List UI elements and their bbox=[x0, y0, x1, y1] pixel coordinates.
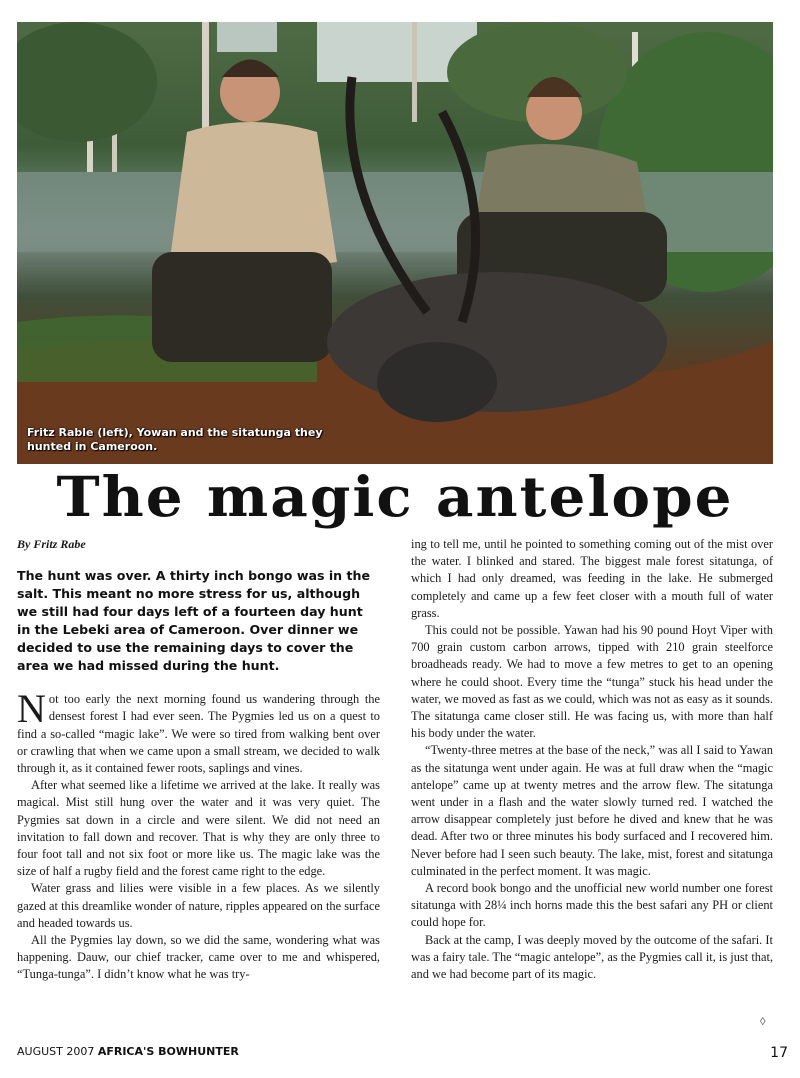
byline: By Fritz Rabe bbox=[17, 537, 86, 551]
page-footer bbox=[17, 1045, 239, 1058]
hunting-scene-illustration bbox=[17, 22, 773, 464]
body-paragraph: A record book bongo and the unofficial new world number one forest sitatunga with 28¼ inch horns made this the best safari any PH or client could hope for. bbox=[411, 881, 773, 930]
body-paragraph bbox=[17, 686, 380, 777]
photo-caption: Fritz Rable (left), Yowan and the sitatunga they hunted in Cameroon. bbox=[27, 426, 323, 453]
body-paragraph: All the Pygmies lay down, so we did the same, wondering what was happening. Dauw, our chief tracker, came over to me and whispered, “Tunga-tunga”. I didn’t know what he was try- bbox=[17, 933, 380, 982]
body-paragraph: “Twenty-three metres at the base of the neck,” was all I said to Yawan as the sitatunga went under again. He was at full draw when the “magic antelope” came up at twenty metres and the arrow flew. The sitatunga went under in a flash and the water slowly turned red. I watched the arrow disappear completely just before he dived and knew that he was dead. After two or three minutes his body surfaced and I recovered him. Never before had I seen such beauty. The lake, mist, forest and sitatunga culminated in the perfect moment. It was magic. bbox=[411, 743, 773, 878]
magazine-name: AFRICA'S BOWHUNTER bbox=[97, 1045, 239, 1058]
body-paragraph: After what seemed like a lifetime we arrived at the lake. It really was magical. Mist still hung over the water and it was very quiet. The Pygmies sat down in a circle and were silent. We did not need an invitation to fall down and recover. That is why they are only three to four foot tall and not six foot or more like us. The magic lake was the size of half a rugby field and the forest came right to the edge. bbox=[17, 778, 380, 879]
body-paragraph: This could not be possible. Yawan had his 90 pound Hoyt Viper with 700 grain custom carbon arrows, tipped with 210 grain steelforce broadheads ready. We had to move a few metres to get to an opening where he could shoot. Every time the “tunga” stuck his head under the water, we moved as fast as we could, which was not as easy as it sounds. The sitatunga came closer still. He was facing us, with more than half his body under the water. bbox=[411, 623, 773, 741]
left-column bbox=[17, 536, 380, 984]
issue-date: AUGUST 2007 bbox=[17, 1045, 95, 1058]
page-number: 17 bbox=[770, 1045, 788, 1061]
hero-photo bbox=[17, 22, 773, 464]
body-paragraph-text: ot too early the next morning found us wandering through the densest forest I had ever seen. The Pygmies led us on a quest to find a so-called “magic lake”. We were so tired from walking bent over or crawling that when we came upon a small stream, we decided to walk through it, as it contained fewer roots, saplings and vines. bbox=[17, 692, 380, 776]
body-paragraph: ing to tell me, until he pointed to something coming out of the mist over the water. I blinked and stared. The biggest male forest sitatunga, of which I had only dreamed, was feeding in the lake. He submerged completely and came up a few feet closer with a mouth full of water grass. bbox=[411, 537, 773, 620]
body-paragraph: Water grass and lilies were visible in a few places. As we silently gazed at this dreamlike wonder of nature, ripples appeared on the surface and headed towards us. bbox=[17, 881, 380, 930]
article-title: The magic antelope bbox=[56, 464, 734, 530]
lead-paragraph: The hunt was over. A thirty inch bongo was in the salt. This meant no more stress for us, although we still had four days left of a fourteen day hunt in the Lebeki area of Cameroon. Over dinner we decided to use the remaining days to cover the area we had missed during the hunt. bbox=[17, 568, 371, 674]
drop-cap: N bbox=[17, 686, 46, 732]
body-paragraph: Back at the camp, I was deeply moved by the outcome of the safari. It was a fairy tale. The “magic antelope”, as the Pygmies call it, is just that, and we had become part of its magic. bbox=[411, 932, 773, 982]
right-column bbox=[411, 536, 773, 983]
end-mark-icon: ◊ bbox=[760, 1016, 766, 1028]
